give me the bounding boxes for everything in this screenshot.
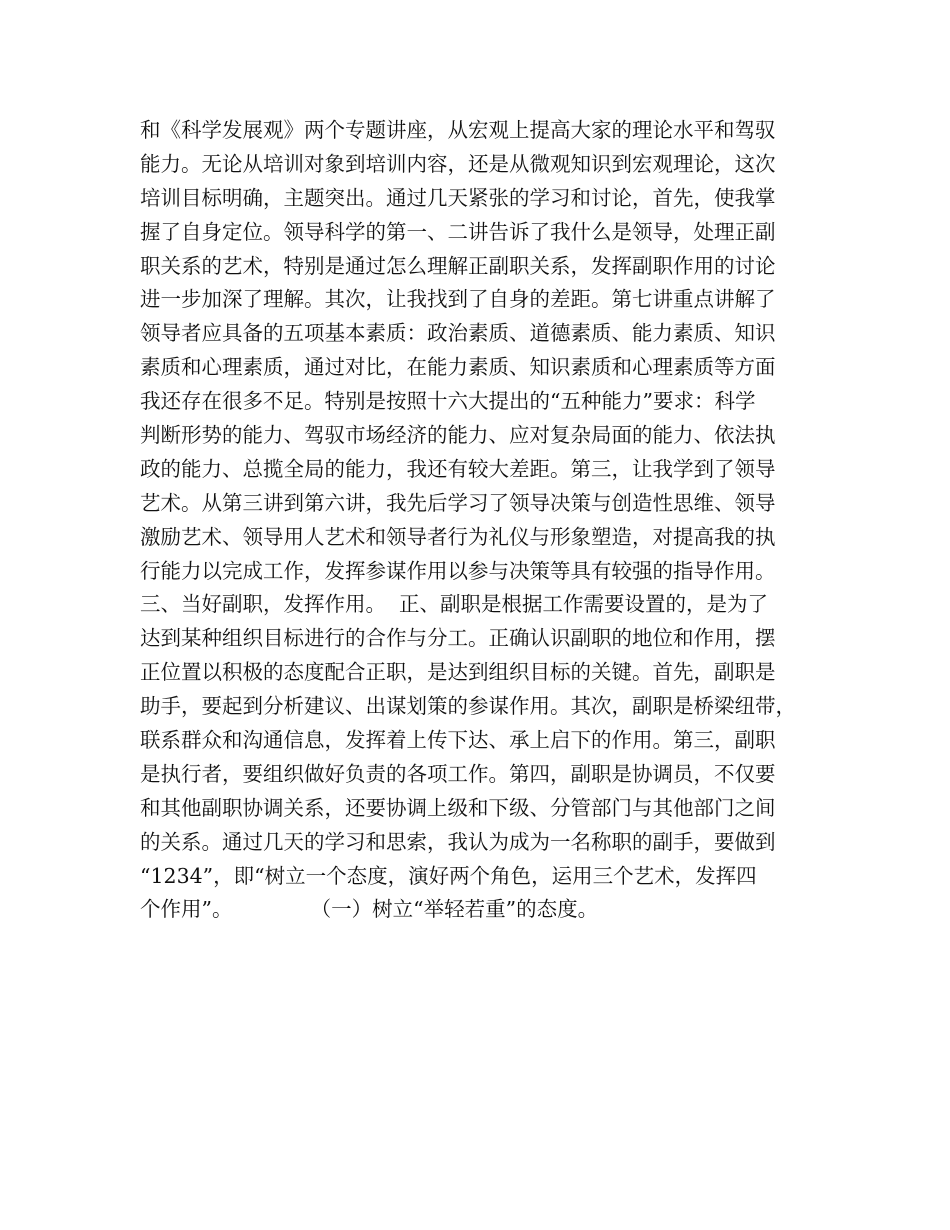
text-line: 握了自身定位。领导科学的第一、二讲告诉了我什么是领导，处理正副: [140, 219, 776, 244]
text-line: 联系群众和沟通信息，发挥着上传下达、承上启下的作用。第三，副职: [140, 728, 776, 753]
text-line: 职关系的艺术，特别是通过怎么理解正副职关系，发挥副职作用的讨论: [140, 253, 776, 278]
text-line: 能力。无论从培训对象到培训内容，还是从微观知识到宏观理论，这次: [140, 151, 776, 176]
text-line: 个作用”。 （一）树立“举轻若重”的态度。: [140, 897, 599, 922]
text-line: 进一步加深了理解。其次，让我找到了自身的差距。第七讲重点讲解了: [140, 287, 776, 312]
text-line: 激励艺术、领导用人艺术和领导者行为礼仪与形象塑造，对提高我的执: [140, 524, 776, 549]
text-line: 判断形势的能力、驾驭市场经济的能力、应对复杂局面的能力、依法执: [140, 423, 776, 448]
text-line: 三、当好副职，发挥作用。 正、副职是根据工作需要设置的，是为了: [140, 592, 769, 617]
text-line: 是执行者，要组织做好负责的各项工作。第四，副职是协调员，不仅要: [140, 761, 776, 786]
text-line: 培训目标明确，主题突出。通过几天紧张的学习和讨论，首先，使我掌: [140, 185, 776, 210]
text-line: 我还存在很多不足。特别是按照十六大提出的“五种能力”要求：科学: [140, 389, 756, 414]
text-line: 和其他副职协调关系，还要协调上级和下级、分管部门与其他部门之间: [140, 795, 776, 820]
text-line: 助手，要起到分析建议、出谋划策的参谋作用。其次，副职是桥梁纽带，: [140, 694, 796, 719]
text-line: 素质和心理素质，通过对比，在能力素质、知识素质和心理素质等方面: [140, 355, 776, 380]
text-line: 行能力以完成工作，发挥参谋作用以参与决策等具有较强的指导作用。: [140, 558, 776, 583]
text-line: 艺术。从第三讲到第六讲，我先后学习了领导决策与创造性思维、领导: [140, 490, 776, 515]
body-text: [140, 114, 840, 927]
text-line: 领导者应具备的五项基本素质：政治素质、道德素质、能力素质、知识: [140, 321, 776, 346]
text-line: 达到某种组织目标进行的合作与分工。正确认识副职的地位和作用，摆: [140, 626, 776, 651]
text-line: 正位置以积极的态度配合正职，是达到组织目标的关键。首先，副职是: [140, 660, 776, 685]
text-line: 的关系。通过几天的学习和思索，我认为成为一名称职的副手，要做到: [140, 829, 776, 854]
text-line: 政的能力、总揽全局的能力，我还有较大差距。第三，让我学到了领导: [140, 456, 776, 481]
text-line: 和《科学发展观》两个专题讲座，从宏观上提高大家的理论水平和驾驭: [140, 118, 776, 142]
text-line: “1234”，即“树立一个态度，演好两个角色，运用三个艺术，发挥四: [140, 863, 757, 888]
